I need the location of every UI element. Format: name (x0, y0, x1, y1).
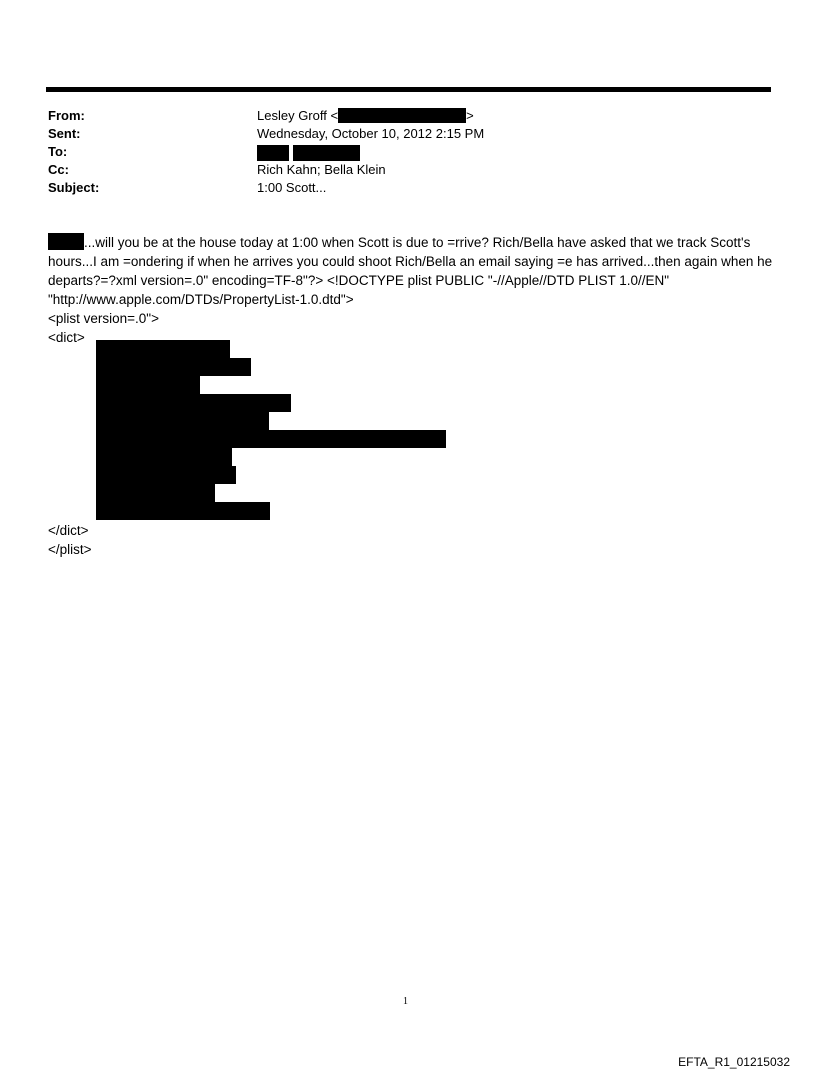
body-line-5: <plist version=.0"> (48, 311, 159, 326)
sent-label: Sent: (48, 126, 81, 141)
subject-value: 1:00 Scott... (257, 180, 327, 195)
from-name: Lesley Groff < (257, 108, 339, 123)
body-line-7: </dict> (48, 523, 89, 538)
dict-redaction-4 (96, 394, 291, 412)
body-line-6: <dict> (48, 330, 85, 345)
to-redaction-2 (293, 145, 360, 161)
to-label: To: (48, 144, 68, 159)
dict-redaction-5 (96, 412, 269, 430)
cc-label: Cc: (48, 162, 69, 177)
to-redaction-1 (257, 145, 289, 161)
body-line-2: hours...I am =ondering if when he arrives you could shoot Rich/Bella an email saying =e has arrived...then again when he (48, 254, 773, 269)
bates-number: EFTA_R1_01215032 (678, 1055, 790, 1069)
subject-label: Subject: (48, 180, 100, 195)
dict-redaction-8 (96, 466, 236, 484)
dict-redaction-2 (96, 358, 251, 376)
email-body (48, 233, 773, 347)
cc-value: Rich Kahn; Bella Klein (257, 162, 386, 177)
redaction-block (48, 233, 84, 250)
dict-redaction-3 (96, 376, 200, 394)
email-body-tail (48, 521, 770, 559)
header-rule (46, 87, 771, 92)
from-close: > (466, 108, 474, 123)
dict-redaction-9 (96, 484, 215, 502)
dict-redaction-1 (96, 340, 230, 358)
from-value (257, 107, 474, 125)
body-line-3: departs?=?xml version=.0" encoding=TF-8"?> <!DOCTYPE plist PUBLIC "-//Apple//DTD PLIST 1.0//EN" (48, 273, 670, 288)
body-line-8: </plist> (48, 542, 92, 557)
dict-redaction-10 (96, 502, 270, 520)
sent-value: Wednesday, October 10, 2012 2:15 PM (257, 126, 485, 141)
dict-redaction-6 (96, 430, 446, 448)
body-line-1 (48, 233, 770, 252)
page-number: 1 (403, 996, 408, 1007)
body-line-4: "http://www.apple.com/DTDs/PropertyList-1.0.dtd"> (48, 292, 354, 307)
redaction-block (338, 108, 466, 123)
body-line-1-text: ...will you be at the house today at 1:00 when Scott is due to =rrive? Rich/Bella have asked that we track Scott's (84, 235, 751, 250)
from-label: From: (48, 108, 85, 123)
dict-redaction-7 (96, 448, 232, 466)
